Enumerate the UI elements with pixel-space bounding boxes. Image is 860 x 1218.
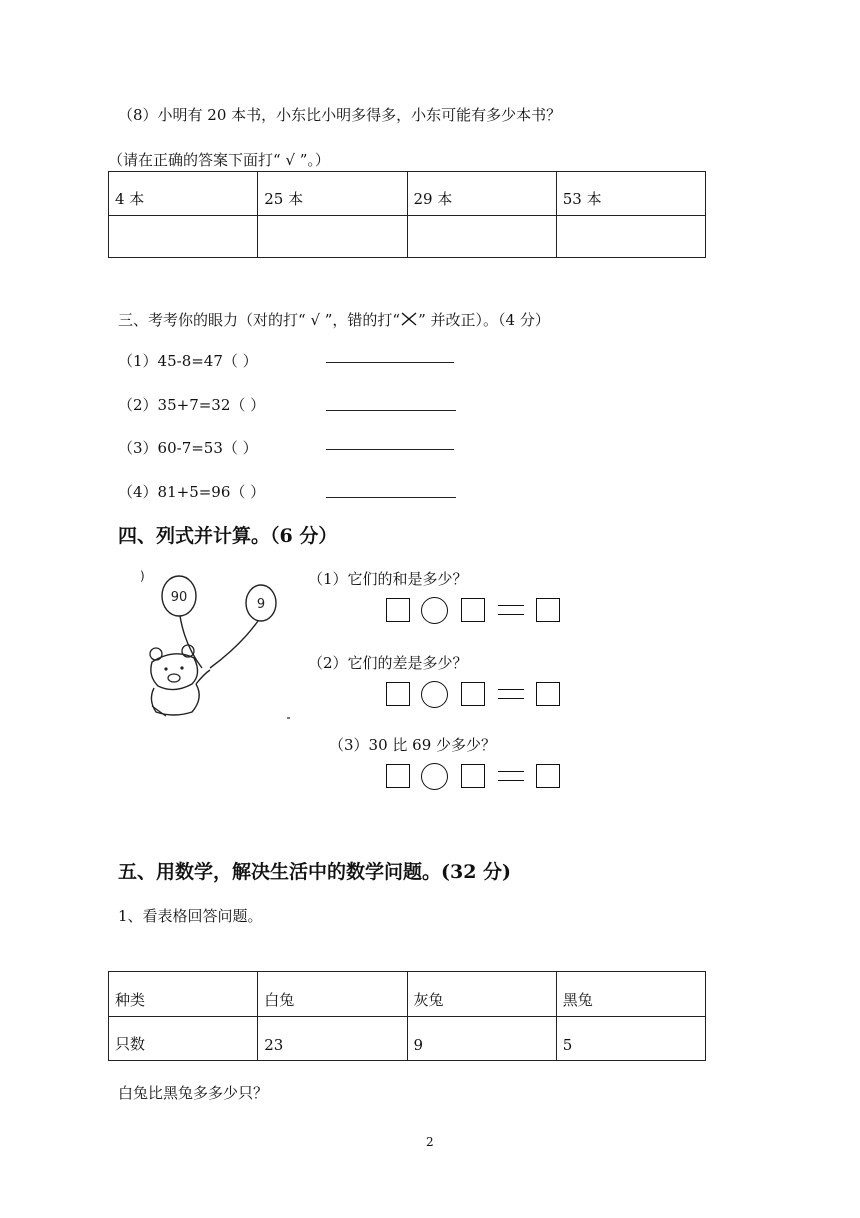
section5-title: 五、用数学，解决生活中的数学问题。(32 分) bbox=[118, 861, 512, 883]
q8-options-table bbox=[108, 171, 706, 258]
section3-title-end: ” 并改正）。（4 分） bbox=[418, 311, 550, 329]
balloon-left-label: 90 bbox=[170, 590, 188, 605]
section3-title-start: 三、考考你的眼力（对的打“ √ ”，错的打“ bbox=[118, 311, 401, 329]
table-cell: 5 bbox=[556, 1017, 705, 1061]
table-header-cell: 白兔 bbox=[258, 972, 407, 1017]
equals-sign bbox=[498, 771, 524, 781]
page-number: 2 bbox=[426, 1135, 434, 1149]
table-header-cell: 灰兔 bbox=[407, 972, 556, 1017]
answer-cell[interactable] bbox=[258, 216, 407, 258]
check-item: （1）45-8=47（ ） bbox=[118, 352, 258, 370]
option-cell: 29 本 bbox=[407, 172, 556, 216]
section4-title: 四、列式并计算。（6 分） bbox=[118, 525, 338, 547]
option-cell: 53 本 bbox=[556, 172, 705, 216]
equals-sign bbox=[498, 689, 524, 699]
answer-box[interactable] bbox=[461, 682, 485, 706]
check-item: （2）35+7=32（ ） bbox=[118, 396, 266, 414]
operator-circle[interactable] bbox=[421, 763, 448, 790]
cross-mark-icon bbox=[400, 311, 418, 327]
svg-text:): ) bbox=[140, 569, 145, 583]
answer-box[interactable] bbox=[461, 598, 485, 622]
correction-line[interactable] bbox=[326, 362, 454, 363]
table-cell: 只数 bbox=[109, 1017, 258, 1061]
correction-line[interactable] bbox=[326, 449, 454, 450]
answer-box[interactable] bbox=[386, 764, 410, 788]
bear-balloons-illustration bbox=[130, 566, 295, 720]
answer-box[interactable] bbox=[461, 764, 485, 788]
operator-circle[interactable] bbox=[421, 597, 448, 624]
answer-cell[interactable] bbox=[407, 216, 556, 258]
section4-q2: （2）它们的差是多少？ bbox=[308, 654, 468, 672]
section5-question: 白兔比黑兔多多少只？ bbox=[118, 1084, 269, 1102]
table-cell: 9 bbox=[407, 1017, 556, 1061]
correction-line[interactable] bbox=[326, 410, 456, 411]
correction-line[interactable] bbox=[326, 497, 456, 498]
section4-q3: （3）30 比 69 少多少？ bbox=[329, 736, 497, 754]
option-cell: 4 本 bbox=[109, 172, 258, 216]
rabbit-table bbox=[108, 971, 706, 1061]
check-item: （4）81+5=96（ ） bbox=[118, 483, 266, 501]
answer-cell[interactable] bbox=[109, 216, 258, 258]
equals-sign bbox=[498, 605, 524, 615]
section3-title bbox=[118, 309, 550, 330]
answer-box[interactable] bbox=[386, 598, 410, 622]
q8-question: （8）小明有 20 本书，小东比小明多得多，小东可能有多少本书？ bbox=[118, 106, 562, 124]
option-cell: 25 本 bbox=[258, 172, 407, 216]
balloon-right-label: 9 bbox=[256, 597, 266, 612]
answer-box[interactable] bbox=[536, 682, 560, 706]
check-item: （3）60-7=53（ ） bbox=[118, 439, 258, 457]
answer-box[interactable] bbox=[536, 598, 560, 622]
answer-cell[interactable] bbox=[556, 216, 705, 258]
table-header-cell: 黑兔 bbox=[556, 972, 705, 1017]
operator-circle[interactable] bbox=[421, 681, 448, 708]
q8-instruction: （请在正确的答案下面打“ √ ”。） bbox=[108, 151, 330, 169]
answer-box[interactable] bbox=[386, 682, 410, 706]
table-header-cell: 种类 bbox=[109, 972, 258, 1017]
section5-sub1: 1、看表格回答问题。 bbox=[118, 907, 263, 925]
section4-q1: （1）它们的和是多少？ bbox=[308, 570, 468, 588]
answer-box[interactable] bbox=[536, 764, 560, 788]
table-cell: 23 bbox=[258, 1017, 407, 1061]
